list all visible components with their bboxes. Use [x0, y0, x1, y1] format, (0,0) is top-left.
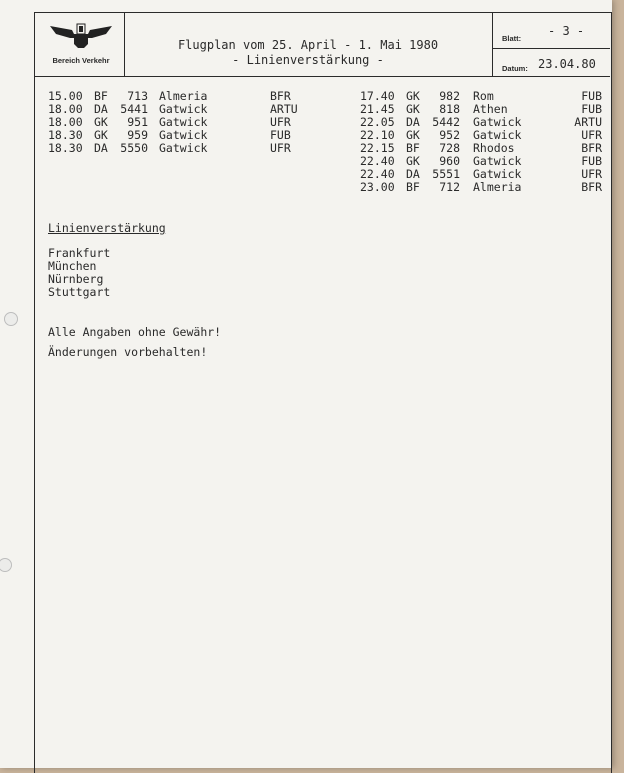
title-line-2: - Linienverstärkung - [232, 53, 384, 67]
flight-destination: Rhodos [473, 141, 515, 155]
flight-time: 18.00 [48, 115, 83, 129]
flight-code: ARTU [270, 102, 298, 116]
flight-time: 22.40 [360, 167, 395, 181]
flight-code: FUB [270, 128, 291, 142]
header-divider [34, 76, 610, 77]
flight-destination: Almeria [159, 89, 208, 103]
punch-hole [0, 558, 12, 572]
flight-time: 18.30 [48, 128, 83, 142]
city-item: Frankfurt [48, 246, 111, 260]
note-changes: Änderungen vorbehalten! [48, 345, 208, 359]
flight-airline: DA [94, 141, 108, 155]
flight-code: BFR [581, 141, 602, 155]
flight-code: ARTU [574, 115, 602, 129]
linienverstaerkung-heading: Linienverstärkung [48, 221, 166, 235]
flight-airline: GK [406, 89, 420, 103]
flight-number: 728 [439, 141, 460, 155]
flight-destination: Gatwick [159, 115, 208, 129]
header-divider-right [492, 12, 493, 76]
blatt-label: Blatt: [502, 34, 522, 43]
flight-airline: DA [406, 167, 420, 181]
flight-number: 959 [127, 128, 148, 142]
header-divider-meta [492, 48, 610, 49]
flight-time: 18.00 [48, 102, 83, 116]
flight-airline: BF [406, 141, 420, 155]
flight-code: UFR [270, 115, 291, 129]
city-item: Nürnberg [48, 272, 104, 286]
flight-time: 23.00 [360, 180, 395, 194]
flight-code: UFR [581, 128, 602, 142]
flight-destination: Athen [473, 102, 508, 116]
flight-destination: Gatwick [473, 128, 522, 142]
flight-destination: Gatwick [473, 154, 522, 168]
flight-time: 22.10 [360, 128, 395, 142]
flight-number: 712 [439, 180, 460, 194]
flight-number: 5551 [432, 167, 460, 181]
flight-time: 21.45 [360, 102, 395, 116]
datum-label: Datum: [502, 64, 528, 73]
flight-destination: Rom [473, 89, 494, 103]
datum-value: 23.04.80 [538, 57, 596, 71]
flight-number: 818 [439, 102, 460, 116]
department-label: Bereich Verkehr [52, 56, 110, 65]
title-line-1: Flugplan vom 25. April - 1. Mai 1980 [177, 38, 439, 52]
flight-code: FUB [581, 102, 602, 116]
flight-destination: Gatwick [473, 115, 522, 129]
flight-code: BFR [581, 180, 602, 194]
flight-code: FUB [581, 89, 602, 103]
flight-number: 982 [439, 89, 460, 103]
flight-destination: Gatwick [159, 141, 208, 155]
flight-number: 713 [127, 89, 148, 103]
document-title [124, 38, 492, 68]
flight-airline: GK [406, 154, 420, 168]
blatt-value: - 3 - [548, 24, 585, 38]
flight-number: 5441 [120, 102, 148, 116]
flight-airline: GK [406, 102, 420, 116]
flight-airline: DA [94, 102, 108, 116]
flight-code: FUB [581, 154, 602, 168]
flight-airline: GK [406, 128, 420, 142]
eagle-logo-icon [48, 20, 114, 50]
flight-airline: GK [94, 115, 108, 129]
flight-number: 952 [439, 128, 460, 142]
flight-time: 17.40 [360, 89, 395, 103]
flight-code: UFR [581, 167, 602, 181]
flight-time: 18.30 [48, 141, 83, 155]
city-item: Stuttgart [48, 285, 111, 299]
flight-number: 5550 [120, 141, 148, 155]
flight-time: 22.05 [360, 115, 395, 129]
flight-destination: Gatwick [159, 128, 208, 142]
flight-time: 22.40 [360, 154, 395, 168]
punch-hole [4, 312, 18, 326]
flight-airline: BF [406, 180, 420, 194]
flight-number: 951 [127, 115, 148, 129]
flight-time: 22.15 [360, 141, 395, 155]
flight-number: 5442 [432, 115, 460, 129]
flight-destination: Gatwick [473, 167, 522, 181]
flight-number: 960 [439, 154, 460, 168]
flight-airline: GK [94, 128, 108, 142]
flight-destination: Almeria [473, 180, 522, 194]
flight-code: UFR [270, 141, 291, 155]
flight-destination: Gatwick [159, 102, 208, 116]
city-item: München [48, 259, 97, 273]
flight-code: BFR [270, 89, 291, 103]
flight-airline: DA [406, 115, 420, 129]
flight-time: 15.00 [48, 89, 83, 103]
note-disclaimer: Alle Angaben ohne Gewähr! [48, 325, 222, 339]
flight-airline: BF [94, 89, 108, 103]
